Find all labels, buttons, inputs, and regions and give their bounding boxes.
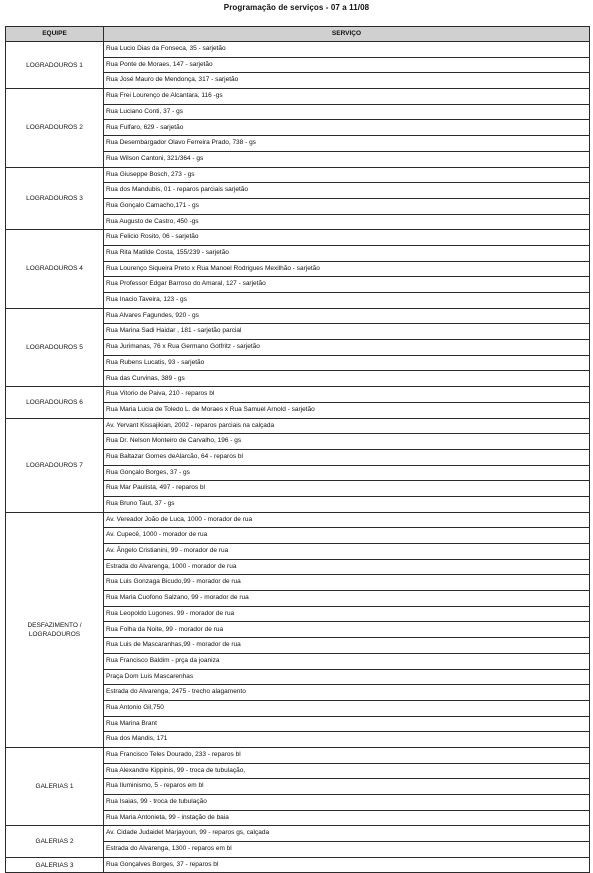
service-cell: Rua Gonçalves Borges, 37 - reparos bl: [104, 857, 590, 873]
service-cell: Rua Luis de Mascaranhas,99 - morador de rua: [104, 638, 590, 654]
table-row: [6, 826, 590, 842]
table-row: [6, 308, 590, 324]
service-cell: Rua das Curvinas, 389 - gs: [104, 371, 590, 387]
service-cell: Rua Maria Lucia de Toledo L. de Moraes x Rua Samuel Arnold - sarjetão: [104, 402, 590, 418]
service-cell: Rua Dr. Nelson Monteiro de Carvalho, 196 - gs: [104, 434, 590, 450]
service-cell: Av. Cupecê, 1000 - morador de rua: [104, 528, 590, 544]
service-cell: Rua Maria Cuofono Salzano, 99 - morador de rua: [104, 591, 590, 607]
service-column-header: SERVIÇO: [104, 27, 590, 42]
service-cell: Rua Isaias, 99 - troca de tubulação: [104, 795, 590, 811]
service-cell: Rua Giuseppe Bosch, 273 - gs: [104, 167, 590, 183]
table-row: [6, 387, 590, 403]
team-cell: DESFAZIMENTO / LOGRADOUROS: [6, 512, 104, 747]
service-cell: Estrada do Alvarenga, 1300 - reparos em bl: [104, 842, 590, 858]
service-cell: Rua Felicio Rosito, 06 - sarjetão: [104, 230, 590, 246]
table-header-row: [6, 27, 590, 42]
team-cell: LOGRADOUROS 3: [6, 167, 104, 230]
service-cell: Rua Rita Matilde Costa, 155/239 - sarjetão: [104, 245, 590, 261]
service-cell: Rua Antonio Gil,750: [104, 700, 590, 716]
service-cell: Rua Augusto de Castro, 450 -gs: [104, 214, 590, 230]
service-cell: Rua Luis Gonzaga Bicudo,99 - morador de rua: [104, 575, 590, 591]
table-body: [6, 42, 590, 873]
service-cell: Rua Francisco Teles Dourado, 233 - reparos bl: [104, 747, 590, 763]
service-cell: Rua dos Mandubis, 01 - reparos parciais sarjetão: [104, 183, 590, 199]
service-cell: Rua Leopoldo Lugones. 99 - morador de rua: [104, 606, 590, 622]
table-row: [6, 42, 590, 58]
table-row: [6, 747, 590, 763]
team-cell: GALERIAS 2: [6, 826, 104, 857]
service-cell: Rua José Mauro de Mendonça, 317 - sarjetão: [104, 73, 590, 89]
service-cell: Rua Frei Lourenço de Alcantara, 116 -gs: [104, 89, 590, 105]
page-title: Programação de serviços - 07 a 11/08: [223, 3, 370, 12]
service-cell: Rua Gonçalo Camacho,171 - gs: [104, 198, 590, 214]
table-row: [6, 857, 590, 873]
service-cell: Rua Inacio Taveira, 123 - gs: [104, 293, 590, 309]
service-cell: Av. Yervant Kissajikian, 2002 - reparos parciais na calçada: [104, 418, 590, 434]
service-cell: Rua Marina Sadi Haidar , 181 - sarjetão parcial: [104, 324, 590, 340]
service-cell: Rua Bruno Taut, 37 - gs: [104, 496, 590, 512]
service-cell: Rua Vitorio de Paiva, 210 - reparos bl: [104, 387, 590, 403]
service-cell: Rua Maria Antonieta, 99 - instação de baia: [104, 810, 590, 826]
service-cell: Rua Alvares Fagundes, 920 - gs: [104, 308, 590, 324]
service-cell: Rua Lourenço Siqueira Preto x Rua Manoel Rodrigues Mexilhão - sarjetão: [104, 261, 590, 277]
team-cell: GALERIAS 3: [6, 857, 104, 873]
team-cell: LOGRADOUROS 6: [6, 387, 104, 418]
service-cell: Rua Jurimanas, 76 x Rua Germano Gotfritz - sarjetão: [104, 340, 590, 356]
service-cell: Rua dos Mandis, 171: [104, 732, 590, 748]
service-cell: Av. Vereador João de Luca, 1000 - morador de rua: [104, 512, 590, 528]
service-cell: Rua Marina Brant: [104, 716, 590, 732]
service-cell: Estrada do Alvarenga, 2475 - trecho alagamento: [104, 685, 590, 701]
service-cell: Rua Professor Edgar Barroso do Amaral, 127 - sarjetão: [104, 277, 590, 293]
service-cell: Rua Fulfaro, 629 - sarjetão: [104, 120, 590, 136]
team-cell: LOGRADOUROS 1: [6, 42, 104, 89]
service-cell: Rua Gonçalo Borges, 37 - gs: [104, 465, 590, 481]
service-cell: Rua Lucio Dias da Fonseca, 35 - sarjetão: [104, 42, 590, 58]
service-cell: Av. Ângelo Cristianini, 99 - morador de rua: [104, 544, 590, 560]
service-cell: Estrada do Alvarenga, 1000 - morador de rua: [104, 559, 590, 575]
table-row: [6, 89, 590, 105]
service-cell: Rua Baltazar Gomes deAlarcão, 64 - reparos bl: [104, 449, 590, 465]
service-cell: Rua Ponte de Moraes, 147 - sarjetão: [104, 57, 590, 73]
service-cell: Rua Mar Paulista, 497 - reparos bl: [104, 481, 590, 497]
schedule-table: [5, 26, 590, 873]
team-cell: GALERIAS 1: [6, 747, 104, 825]
service-cell: Rua Francisco Baldim - prça da joaniza: [104, 653, 590, 669]
table-row: [6, 512, 590, 528]
service-cell: Rua Rubens Lucatis, 93 - sarjetão: [104, 355, 590, 371]
table-row: [6, 230, 590, 246]
service-cell: Rua Wilson Cantoni, 321/364 - gs: [104, 151, 590, 167]
service-cell: Av. Cidade Judaidet Marjayoun, 99 - reparos gs, calçada: [104, 826, 590, 842]
service-cell: Praça Dom Luis Mascarenhas: [104, 669, 590, 685]
service-cell: Rua Alexandre Kippinis, 99 - troca de tubulação,: [104, 763, 590, 779]
service-cell: Rua Desembargador Olavo Ferreira Prado, 738 - gs: [104, 136, 590, 152]
service-cell: Rua Iluminismo, 5 - reparos em bl: [104, 779, 590, 795]
team-cell: LOGRADOUROS 7: [6, 418, 104, 512]
service-cell: Rua Folha da Noite, 99 - morador de rua: [104, 622, 590, 638]
team-cell: LOGRADOUROS 5: [6, 308, 104, 386]
team-cell: LOGRADOUROS 4: [6, 230, 104, 308]
table-row: [6, 418, 590, 434]
team-cell: LOGRADOUROS 2: [6, 89, 104, 167]
service-cell: Rua Luciano Conti, 37 - gs: [104, 104, 590, 120]
table-row: [6, 167, 590, 183]
team-column-header: EQUIPE: [6, 27, 104, 42]
